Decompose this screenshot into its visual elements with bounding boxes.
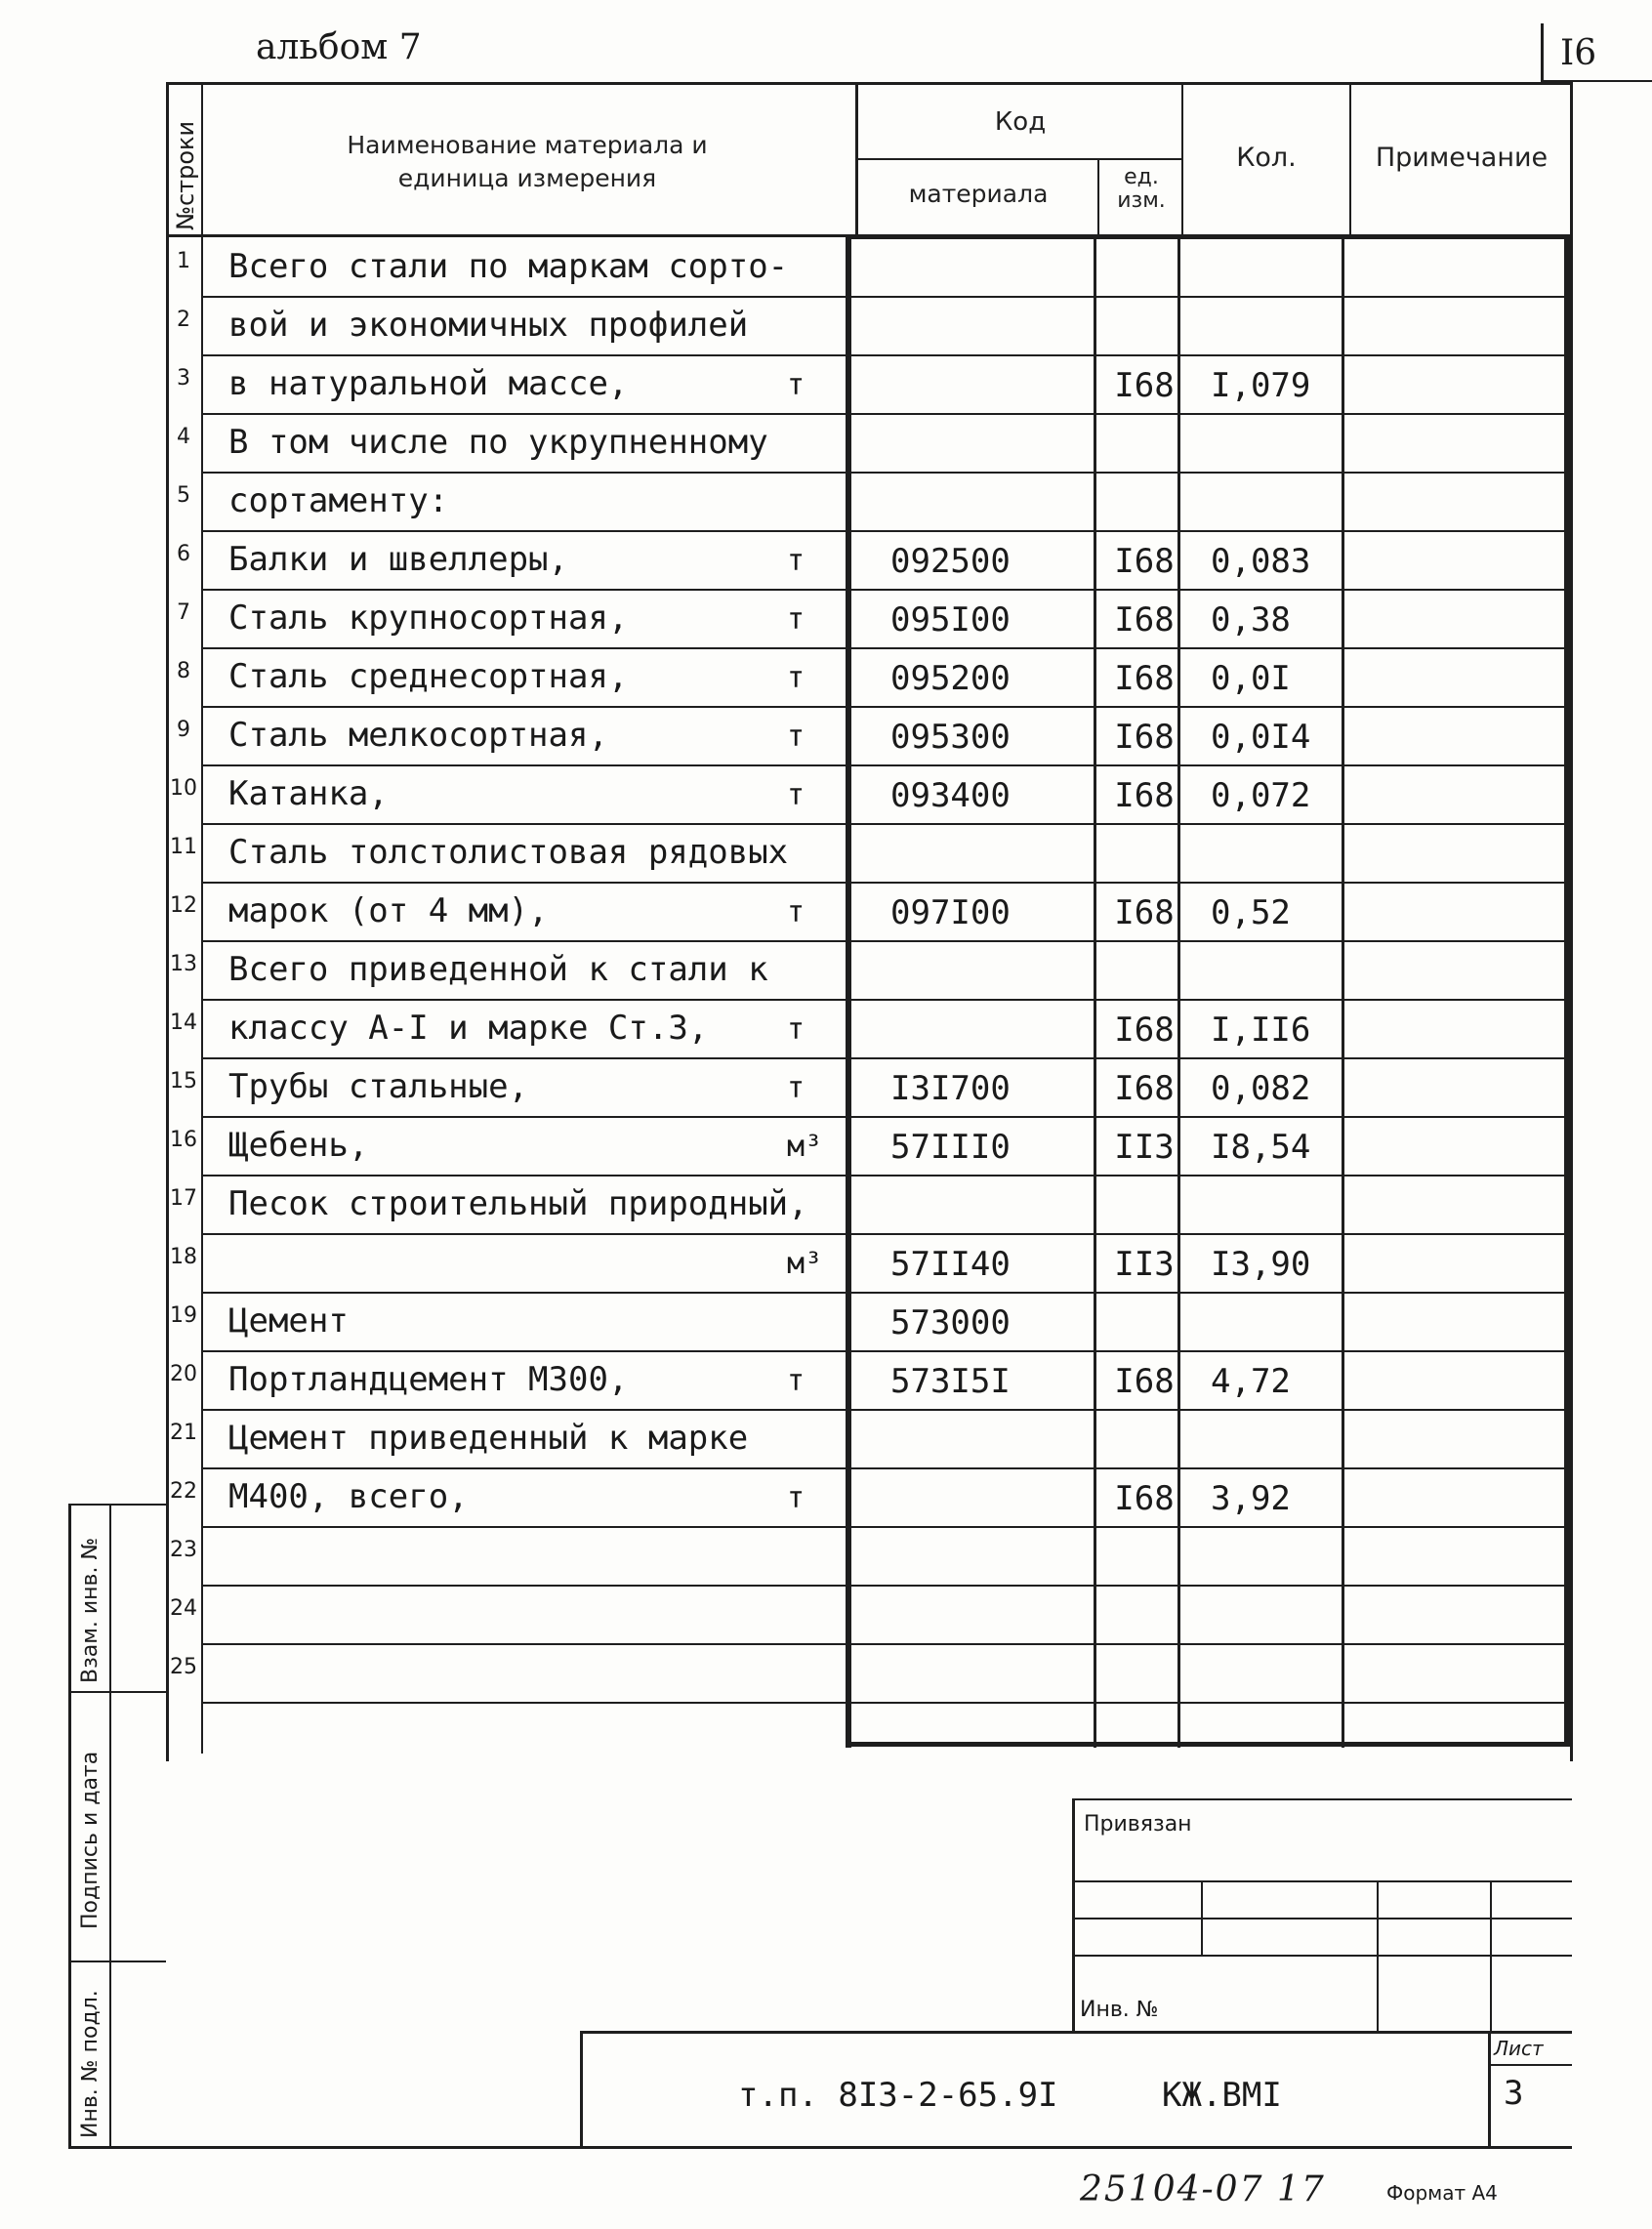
row-number: 15 — [170, 1069, 197, 1094]
row-quantity: 0,52 — [1211, 893, 1291, 932]
archive-number: 25104-07 17 — [1080, 2169, 1326, 2209]
row-unit-code: I68 — [1114, 893, 1175, 932]
row-number: 9 — [177, 718, 190, 742]
row-material-name: Песок строительный природный, — [228, 1184, 808, 1223]
row-material-code: 573000 — [890, 1303, 1011, 1342]
format-label: Формат А4 — [1386, 2181, 1498, 2205]
table-row — [168, 1587, 1574, 1645]
row-number: 2 — [177, 308, 190, 332]
header-note: Примечание — [1375, 143, 1549, 173]
table-row — [168, 415, 1574, 474]
table-row — [168, 1352, 1574, 1411]
row-number: 11 — [170, 835, 197, 859]
row-number: 19 — [170, 1303, 197, 1328]
sheet-label: Лист — [1494, 2037, 1544, 2060]
row-unit-code: I68 — [1114, 1069, 1175, 1108]
row-number: 1 — [177, 249, 190, 273]
row-number: 22 — [170, 1479, 197, 1504]
row-number: 21 — [170, 1421, 197, 1445]
side-vzam-label: Взам. инв. № — [78, 1537, 103, 1683]
row-number: 18 — [170, 1245, 197, 1269]
table-row — [168, 1059, 1574, 1118]
row-unit: т — [787, 602, 805, 637]
row-number: 14 — [170, 1011, 197, 1035]
table-row — [168, 825, 1574, 884]
header-name: Наименование материала и единица измерения — [347, 131, 708, 192]
table-row — [168, 298, 1574, 356]
table-row — [168, 1528, 1574, 1587]
row-number: 10 — [170, 776, 197, 801]
row-material-code: 095300 — [890, 718, 1011, 757]
header-qty: Кол. — [1236, 143, 1297, 173]
row-material-name: марок (от 4 мм), — [228, 891, 549, 930]
header-code-unit: ед. изм. — [1117, 165, 1166, 213]
album-title: альбом 7 — [256, 27, 422, 67]
row-material-name: Портландцемент М300, — [228, 1360, 629, 1399]
table-row — [168, 1001, 1574, 1059]
page-num-divider — [1541, 23, 1544, 82]
document-designation: т.п. 8I3-2-65.9I — [738, 2076, 1058, 2115]
document-mark: КЖ.ВМI — [1162, 2076, 1282, 2115]
page-number: I6 — [1560, 33, 1597, 73]
row-material-code: 095I00 — [890, 600, 1011, 640]
row-number: 5 — [177, 483, 190, 508]
row-number: 3 — [177, 366, 190, 391]
row-unit: т — [787, 1364, 805, 1398]
row-material-name: Щебень, — [228, 1126, 369, 1165]
row-number: 12 — [170, 893, 197, 918]
header-row-no: №строки — [172, 120, 199, 230]
header-code-material: материала — [908, 180, 1049, 208]
side-podpis-label: Подпись и дата — [78, 1751, 103, 1929]
table-row — [168, 766, 1574, 825]
row-unit-code: I68 — [1114, 718, 1175, 757]
table-row — [168, 942, 1574, 1001]
table-row — [168, 591, 1574, 649]
row-number: 8 — [177, 659, 190, 683]
row-material-name: В том числе по укрупненному — [228, 423, 768, 462]
row-unit: т — [787, 895, 805, 929]
row-unit: т — [787, 778, 805, 812]
row-number: 25 — [170, 1655, 197, 1679]
table-row — [168, 532, 1574, 591]
table-row — [168, 649, 1574, 708]
row-unit-code: I68 — [1114, 1362, 1175, 1401]
table-row — [168, 356, 1574, 415]
row-material-name: Сталь толстолистовая рядовых — [228, 833, 789, 872]
row-material-name: Цемент приведенный к марке — [228, 1419, 749, 1458]
row-material-name: Сталь крупносортная, — [228, 599, 629, 638]
row-material-code: 095200 — [890, 659, 1011, 698]
side-inv-podl-label: Инв. № подл. — [78, 1990, 103, 2138]
row-quantity: 0,072 — [1211, 776, 1311, 815]
row-material-code: 57III0 — [890, 1128, 1011, 1167]
row-unit: т — [787, 661, 805, 695]
row-number: 4 — [177, 425, 190, 449]
table-row — [168, 474, 1574, 532]
row-quantity: 0,083 — [1211, 542, 1311, 581]
row-material-code: 093400 — [890, 776, 1011, 815]
row-unit-code: I68 — [1114, 659, 1175, 698]
table-row — [168, 1294, 1574, 1352]
row-material-name: вой и экономичных профилей — [228, 306, 749, 345]
row-number: 24 — [170, 1596, 197, 1621]
row-number: 6 — [177, 542, 190, 566]
table-row — [168, 1411, 1574, 1469]
row-number: 16 — [170, 1128, 197, 1152]
row-material-name: сортаменту: — [228, 481, 449, 520]
table-row — [168, 239, 1574, 298]
row-material-code: I3I700 — [890, 1069, 1011, 1108]
table-row — [168, 708, 1574, 766]
table-row — [168, 1645, 1574, 1704]
table-row — [168, 884, 1574, 942]
row-unit-code: I68 — [1114, 600, 1175, 640]
row-quantity: I,079 — [1211, 366, 1311, 405]
row-material-code: 092500 — [890, 542, 1011, 581]
table-row — [168, 1235, 1574, 1294]
row-quantity: I8,54 — [1211, 1128, 1311, 1167]
row-unit-code: I68 — [1114, 366, 1175, 405]
row-material-name: М400, всего, — [228, 1477, 469, 1516]
table-row — [168, 1176, 1574, 1235]
row-number: 7 — [177, 600, 190, 625]
row-unit: м³ — [787, 1247, 823, 1281]
row-material-name: Сталь мелкосортная, — [228, 716, 608, 755]
row-number: 20 — [170, 1362, 197, 1386]
row-unit-code: I68 — [1114, 542, 1175, 581]
row-number: 13 — [170, 952, 197, 976]
row-quantity: I,II6 — [1211, 1011, 1311, 1050]
row-divider — [201, 1702, 1570, 1704]
row-unit-code: I68 — [1114, 776, 1175, 815]
row-number: 23 — [170, 1538, 197, 1562]
row-material-code: 57II40 — [890, 1245, 1011, 1284]
row-quantity: 4,72 — [1211, 1362, 1291, 1401]
row-material-name: Всего стали по маркам сорто- — [228, 247, 789, 286]
row-material-name: Катанка, — [228, 774, 389, 813]
row-material-code: 097I00 — [890, 893, 1011, 932]
row-material-code: 573I5I — [890, 1362, 1011, 1401]
row-material-name: Сталь среднесортная, — [228, 657, 629, 696]
sheet-number: 3 — [1504, 2074, 1524, 2113]
inv-no-label: Инв. № — [1080, 1998, 1159, 2022]
row-unit-code: II3 — [1114, 1245, 1175, 1284]
row-unit: т — [787, 544, 805, 578]
row-unit: т — [787, 1012, 805, 1047]
row-unit: т — [787, 720, 805, 754]
table-row — [168, 1469, 1574, 1528]
table-row — [168, 1118, 1574, 1176]
row-quantity: 0,0I — [1211, 659, 1291, 698]
row-material-name: классу А-I и марке Ст.3, — [228, 1009, 709, 1048]
row-material-name: Цемент — [228, 1301, 349, 1341]
row-material-name: Балки и швеллеры, — [228, 540, 568, 579]
row-quantity: 0,082 — [1211, 1069, 1311, 1108]
row-material-name: Трубы стальные, — [228, 1067, 529, 1106]
row-unit-code: I68 — [1114, 1011, 1175, 1050]
row-quantity: 0,38 — [1211, 600, 1291, 640]
row-number: 17 — [170, 1186, 197, 1211]
row-unit-code: II3 — [1114, 1128, 1175, 1167]
row-unit: т — [787, 1071, 805, 1105]
row-unit: м³ — [787, 1130, 823, 1164]
privyazan-label: Привязан — [1084, 1812, 1192, 1837]
row-unit: т — [787, 1481, 805, 1515]
row-material-name: в натуральной массе, — [228, 364, 629, 403]
row-quantity: 3,92 — [1211, 1479, 1291, 1518]
row-unit-code: I68 — [1114, 1479, 1175, 1518]
row-quantity: 0,0I4 — [1211, 718, 1311, 757]
header-code: Код — [994, 107, 1047, 137]
row-unit: т — [787, 368, 805, 402]
row-quantity: I3,90 — [1211, 1245, 1311, 1284]
row-material-name: Всего приведенной к стали к — [228, 950, 768, 989]
